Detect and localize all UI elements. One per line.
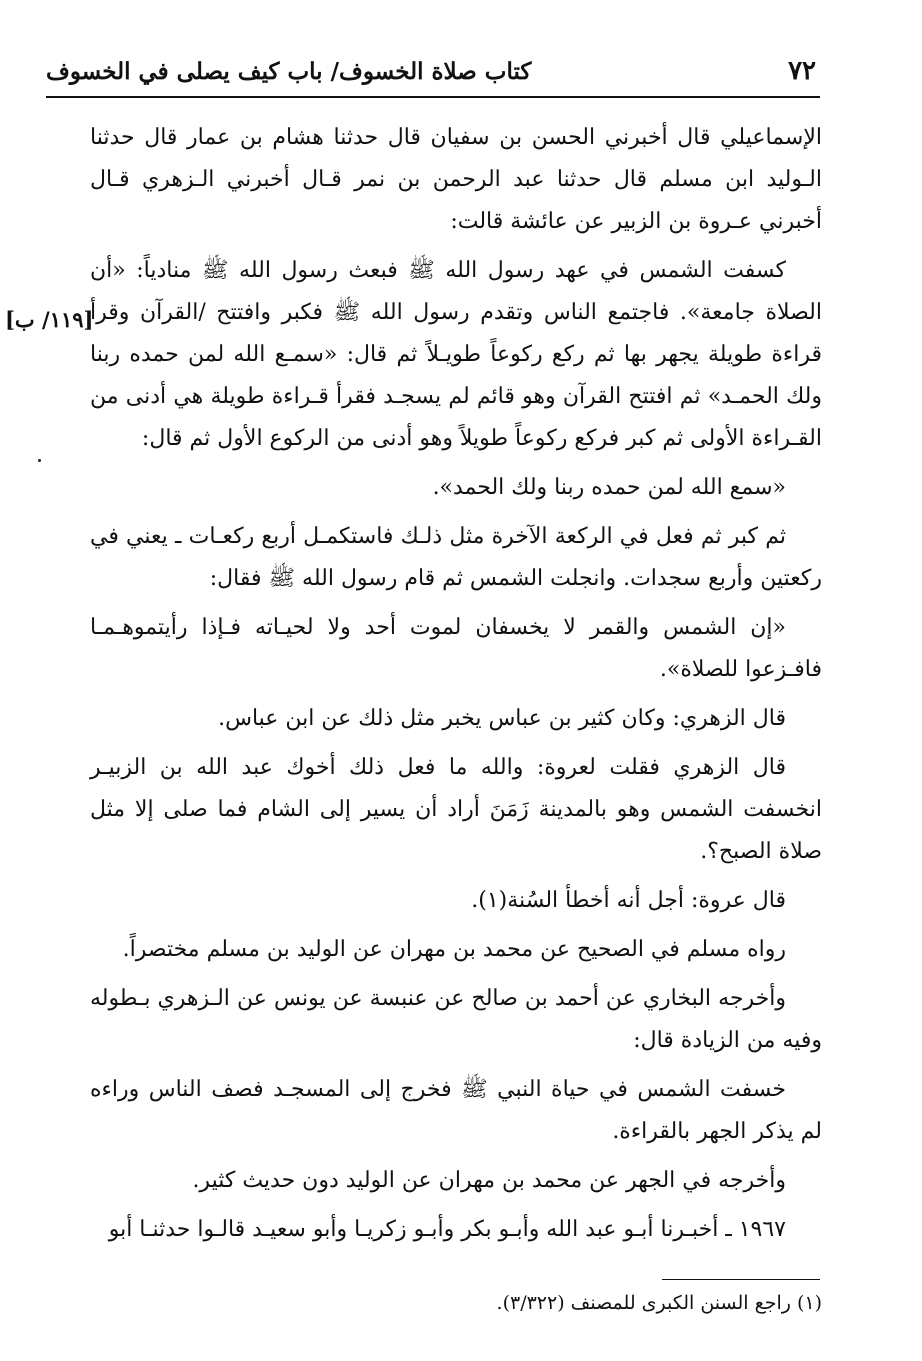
paragraph-zuhri-urwa: قال الزهري فقلت لعروة: والله ما فعل ذلك أخوك عبد الله بن الزبيـر انخسفت الشمس وهو بالمدينة زَمَنَ أراد أن يسير إلى الشام فما صلى إلا مثل صلاة الصبح؟. <box>90 755 822 864</box>
scan-speck <box>38 459 41 462</box>
header-rule <box>46 96 820 98</box>
page-number: ٧٢ <box>788 56 816 86</box>
paragraph-four-rakaat: ثم كبر ثم فعل في الركعة الآخرة مثل ذلـك فاستكمـل أربع ركعـات ـ يعني في ركعتين وأربع سجدات. وانجلت الشمس ثم قام رسول الله ﷺ فقال: <box>90 524 822 591</box>
paragraph-muslim-source: رواه مسلم في الصحيح عن محمد بن مهران عن الوليد بن مسلم مختصراً. <box>122 937 786 962</box>
paragraph-zuhri-ibn-abbas: قال الزهري: وكان كثير بن عباس يخبر مثل ذلك عن ابن عباس. <box>218 706 786 731</box>
paragraph-isnad: الإسماعيلي قال أخبرني الحسن بن سفيان قال حدثنا هشام بن عمار قال حدثنا الـوليد ابن مسلم قال حدثنا عبد الرحمن بن نمر قـال أخبرني الـزهري قـال أخبرني عـروة بن الزبير عن عائشة قالت: <box>90 125 822 234</box>
paragraph-urwa-reply: قال عروة: أجل أنه أخطأ السُنة(١). <box>471 888 786 913</box>
paragraph-hadith-1967: ١٩٦٧ ـ أخبـرنا أبـو عبد الله وأبـو بكر وأبـو زكريـا وأبو سعيـد قالـوا حدثنـا أبو <box>108 1217 786 1242</box>
paragraph-jahr-source: وأخرجه في الجهر عن محمد بن مهران عن الوليد دون حديث كثير. <box>192 1168 786 1193</box>
paragraph-bukhari-text: خسفت الشمس في حياة النبي ﷺ فخرج إلى المسجـد فصف الناس وراءه لم يذكر الجهر بالقراءة. <box>90 1077 822 1144</box>
paragraph-bukhari-source: وأخرجه البخاري عن أحمد بن صالح عن عنبسة عن يونس عن الـزهري بـطوله وفيه من الزيادة قال: <box>90 986 822 1053</box>
footnote: (١) راجع السنن الكبرى للمصنف (٣/٣٢٢). <box>496 1292 822 1314</box>
paragraph-quote-tahmid: «سمع الله لمن حمده ربنا ولك الحمد». <box>432 475 786 500</box>
footnote-rule <box>662 1279 820 1280</box>
running-title: كتاب صلاة الخسوف/ باب كيف يصلى في الخسوف <box>46 58 532 85</box>
paragraph-quote-sun-moon: «إن الشمس والقمر لا يخسفان لموت أحد ولا لحيـاته فـإذا رأيتموهـمـا فافـزعوا للصلاة». <box>90 615 822 682</box>
manuscript-folio-note: [١١٩/ ب] <box>5 307 94 332</box>
main-text <box>90 117 822 1258</box>
paragraph-hadith-narration: كسفت الشمس في عهد رسول الله ﷺ فبعث رسول الله ﷺ منادياً: «أن الصلاة جامعة». فاجتمع الناس وتقدم رسول الله ﷺ فكبر وافتتح /القرآن وقرأ قراءة طويلة يجهر بها ثم ركع ركوعاً طويـلاً ثم قال: «سمـع الله لمن حمده ربنا ولك الحمـد» ثم افتتح القرآن وهو قائم لم يسجـد فقرأ قـراءة طويلة هي أدنى من القـراءة الأولى ثم كبر فركع ركوعاً طويلاً وهو أدنى من الركوع الأول ثم قال: <box>90 258 822 451</box>
page-header <box>46 52 820 92</box>
